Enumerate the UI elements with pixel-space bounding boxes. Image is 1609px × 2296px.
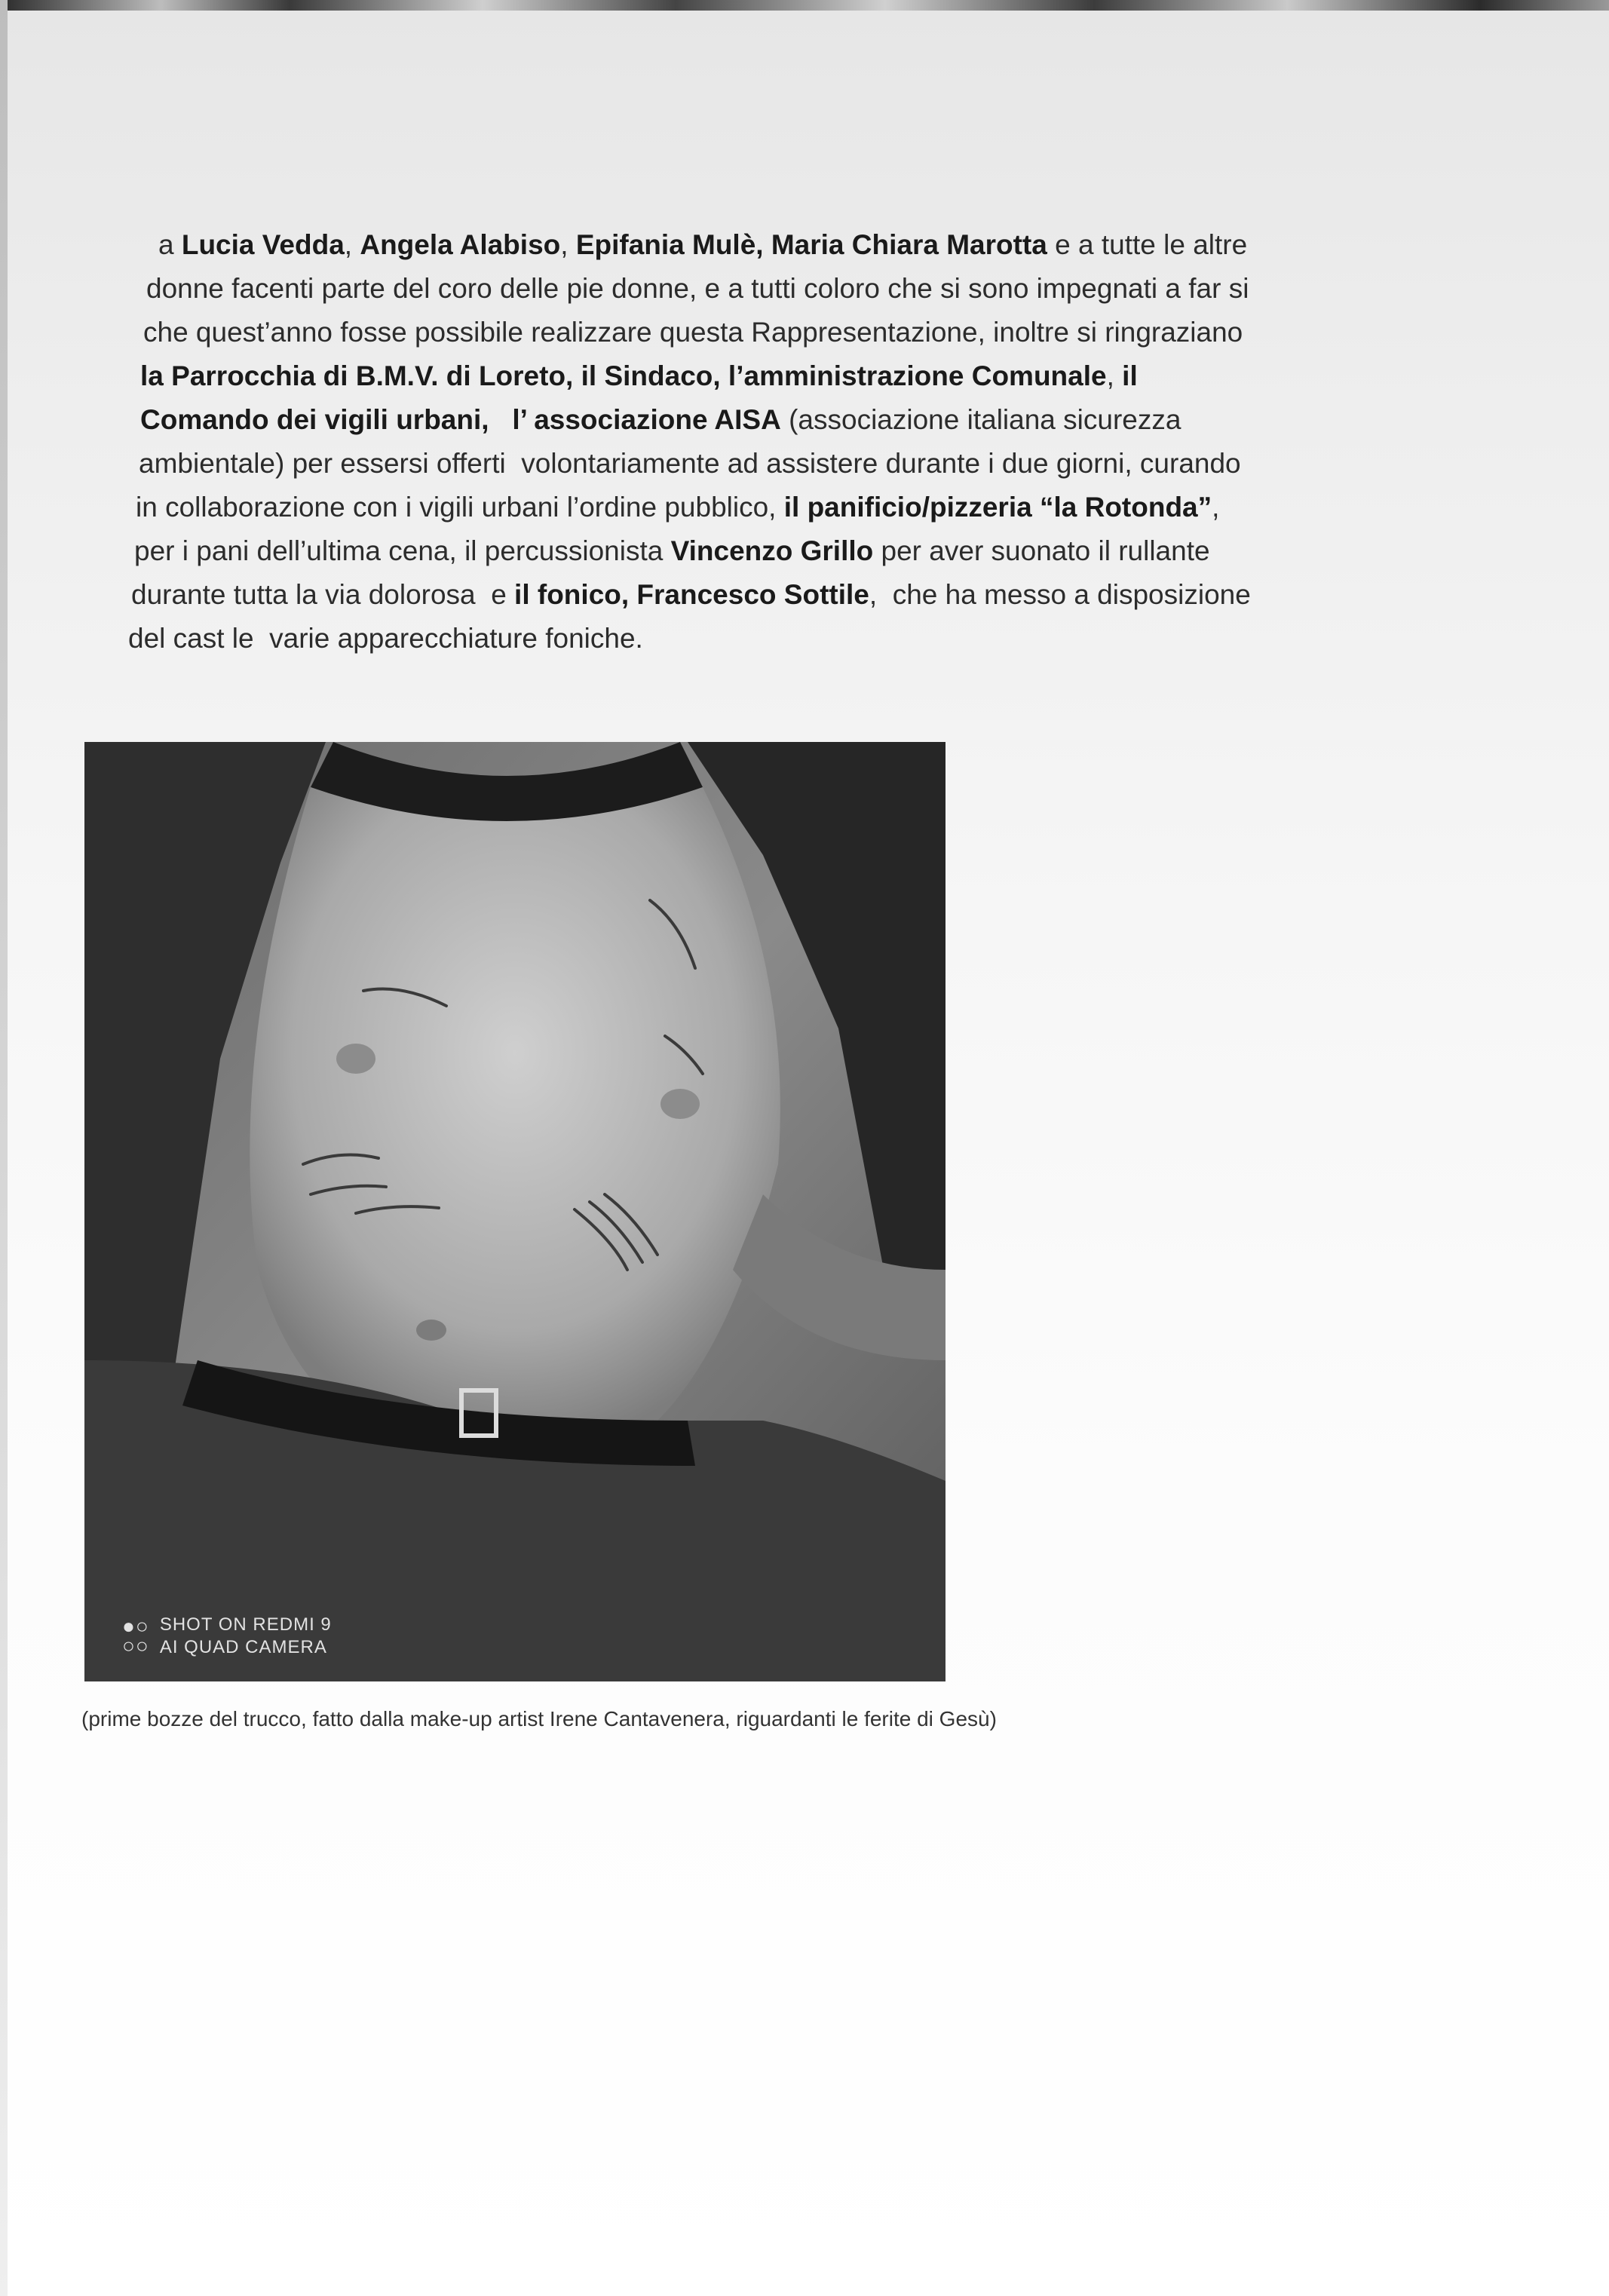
makeup-photo (84, 742, 945, 1681)
page-left-edge (0, 0, 8, 2296)
camera-watermark (122, 1614, 332, 1659)
text-line: Comando dei vigili urbani, l’ associazione AISA (associazione italiana sicurezza (140, 404, 1181, 435)
text-line: ambientale) per essersi offerti volontariamente ad assistere durante i due giorni, curando (139, 448, 1241, 479)
acknowledgements-paragraph (128, 223, 1508, 661)
photo-caption: (prime bozze del trucco, fatto dalla make-up artist Irene Cantavenera, riguardanti le ferite di Gesù) (81, 1707, 997, 1730)
text-line: durante tutta la via dolorosa e il fonico, Francesco Sottile, che ha messo a disposizione (131, 579, 1251, 610)
text-line: donne facenti parte del coro delle pie donne, e a tutti coloro che si sono impegnati a far si (146, 273, 1249, 304)
text-line: che quest’anno fosse possibile realizzare questa Rappresentazione, inoltre si ringraziano (143, 317, 1243, 348)
text-line: per i pani dell’ultima cena, il percussionista Vincenzo Grillo per aver suonato il rullante (134, 535, 1210, 566)
camera-logo-icon: ●○ ○○ (122, 1614, 149, 1657)
text-line: a Lucia Vedda, Angela Alabiso, Epifania Mulè, Maria Chiara Marotta e a tutte le altre (158, 229, 1248, 260)
text-line: del cast le varie apparecchiature foniche. (128, 623, 643, 654)
watermark-line-1: SHOT ON REDMI 9 (159, 1614, 332, 1635)
text-line: la Parrocchia di B.M.V. di Loreto, il Sindaco, l’amministrazione Comunale, il (140, 360, 1138, 391)
text-line: in collaborazione con i vigili urbani l’ordine pubblico, il panificio/pizzeria “la Rotonda”, (136, 492, 1220, 523)
photo-illustration (84, 742, 945, 1681)
watermark-line-2: AI QUAD CAMERA (159, 1637, 327, 1657)
page-top-edge (0, 0, 1609, 11)
